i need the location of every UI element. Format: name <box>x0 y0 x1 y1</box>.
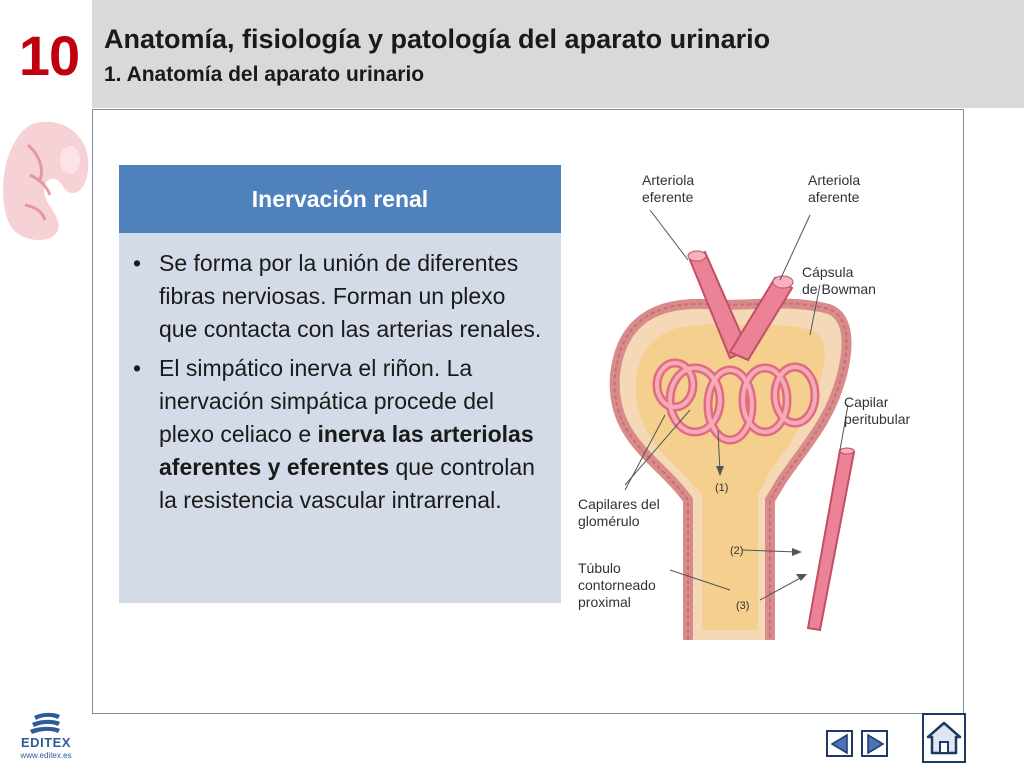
page-subtitle: 1. Anatomía del aparato urinario <box>104 63 425 86</box>
label-capsula-bowman: Cápsula de Bowman <box>802 264 876 297</box>
triangle-left-icon <box>829 733 851 755</box>
next-slide-button[interactable] <box>861 730 888 757</box>
bullet-bold-text: inerva las arteriolas aferentes y eferentes <box>159 421 534 480</box>
label-step-2: (2) <box>730 545 744 557</box>
logo-url: www.editex.es <box>20 751 72 760</box>
triangle-right-icon <box>864 733 886 755</box>
kidney-icon <box>0 115 92 245</box>
bullet-icon: • <box>133 355 142 381</box>
info-box-heading: Inervación renal <box>119 165 561 233</box>
bullet-icon: • <box>133 250 142 276</box>
chapter-number: 10 <box>18 24 80 87</box>
nephron-diagram <box>570 160 950 650</box>
list-item <box>133 247 543 346</box>
bullet-text-end: que controlan la resistencia vascular intrarrenal. <box>159 454 535 513</box>
label-arteriola-aferente: Arteriola aferente <box>808 172 861 205</box>
previous-slide-button[interactable] <box>826 730 853 757</box>
page-title: Anatomía, fisiología y patología del aparato urinario <box>104 24 771 54</box>
info-box <box>119 165 561 603</box>
bullet-text: El simpático inerva el riñon. La inervación simpática procede del plexo celiaco e <box>159 355 494 447</box>
label-arteriola-eferente: Arteriola eferente <box>642 172 695 205</box>
label-capilares-glomerulo: Capilares del glomérulo <box>578 496 660 529</box>
logo-name: EDITEX <box>21 735 71 750</box>
label-capilar-peritubular: Capilar peritubular <box>844 394 911 427</box>
list-item <box>133 352 543 517</box>
editex-logo-mark-icon <box>28 712 64 734</box>
bullet-text: Se forma por la unión de diferentes fibras nerviosas. Forman un plexo que contacta con las arterias renales. <box>159 250 542 342</box>
info-list <box>119 233 561 517</box>
label-tubulo-contorneado: Túbulo contorneado proximal <box>578 560 656 610</box>
editex-logo[interactable] <box>16 712 76 762</box>
label-step-3: (3) <box>736 600 750 612</box>
home-icon <box>924 715 964 761</box>
home-button[interactable] <box>922 713 966 763</box>
label-step-1: (1) <box>715 482 729 494</box>
